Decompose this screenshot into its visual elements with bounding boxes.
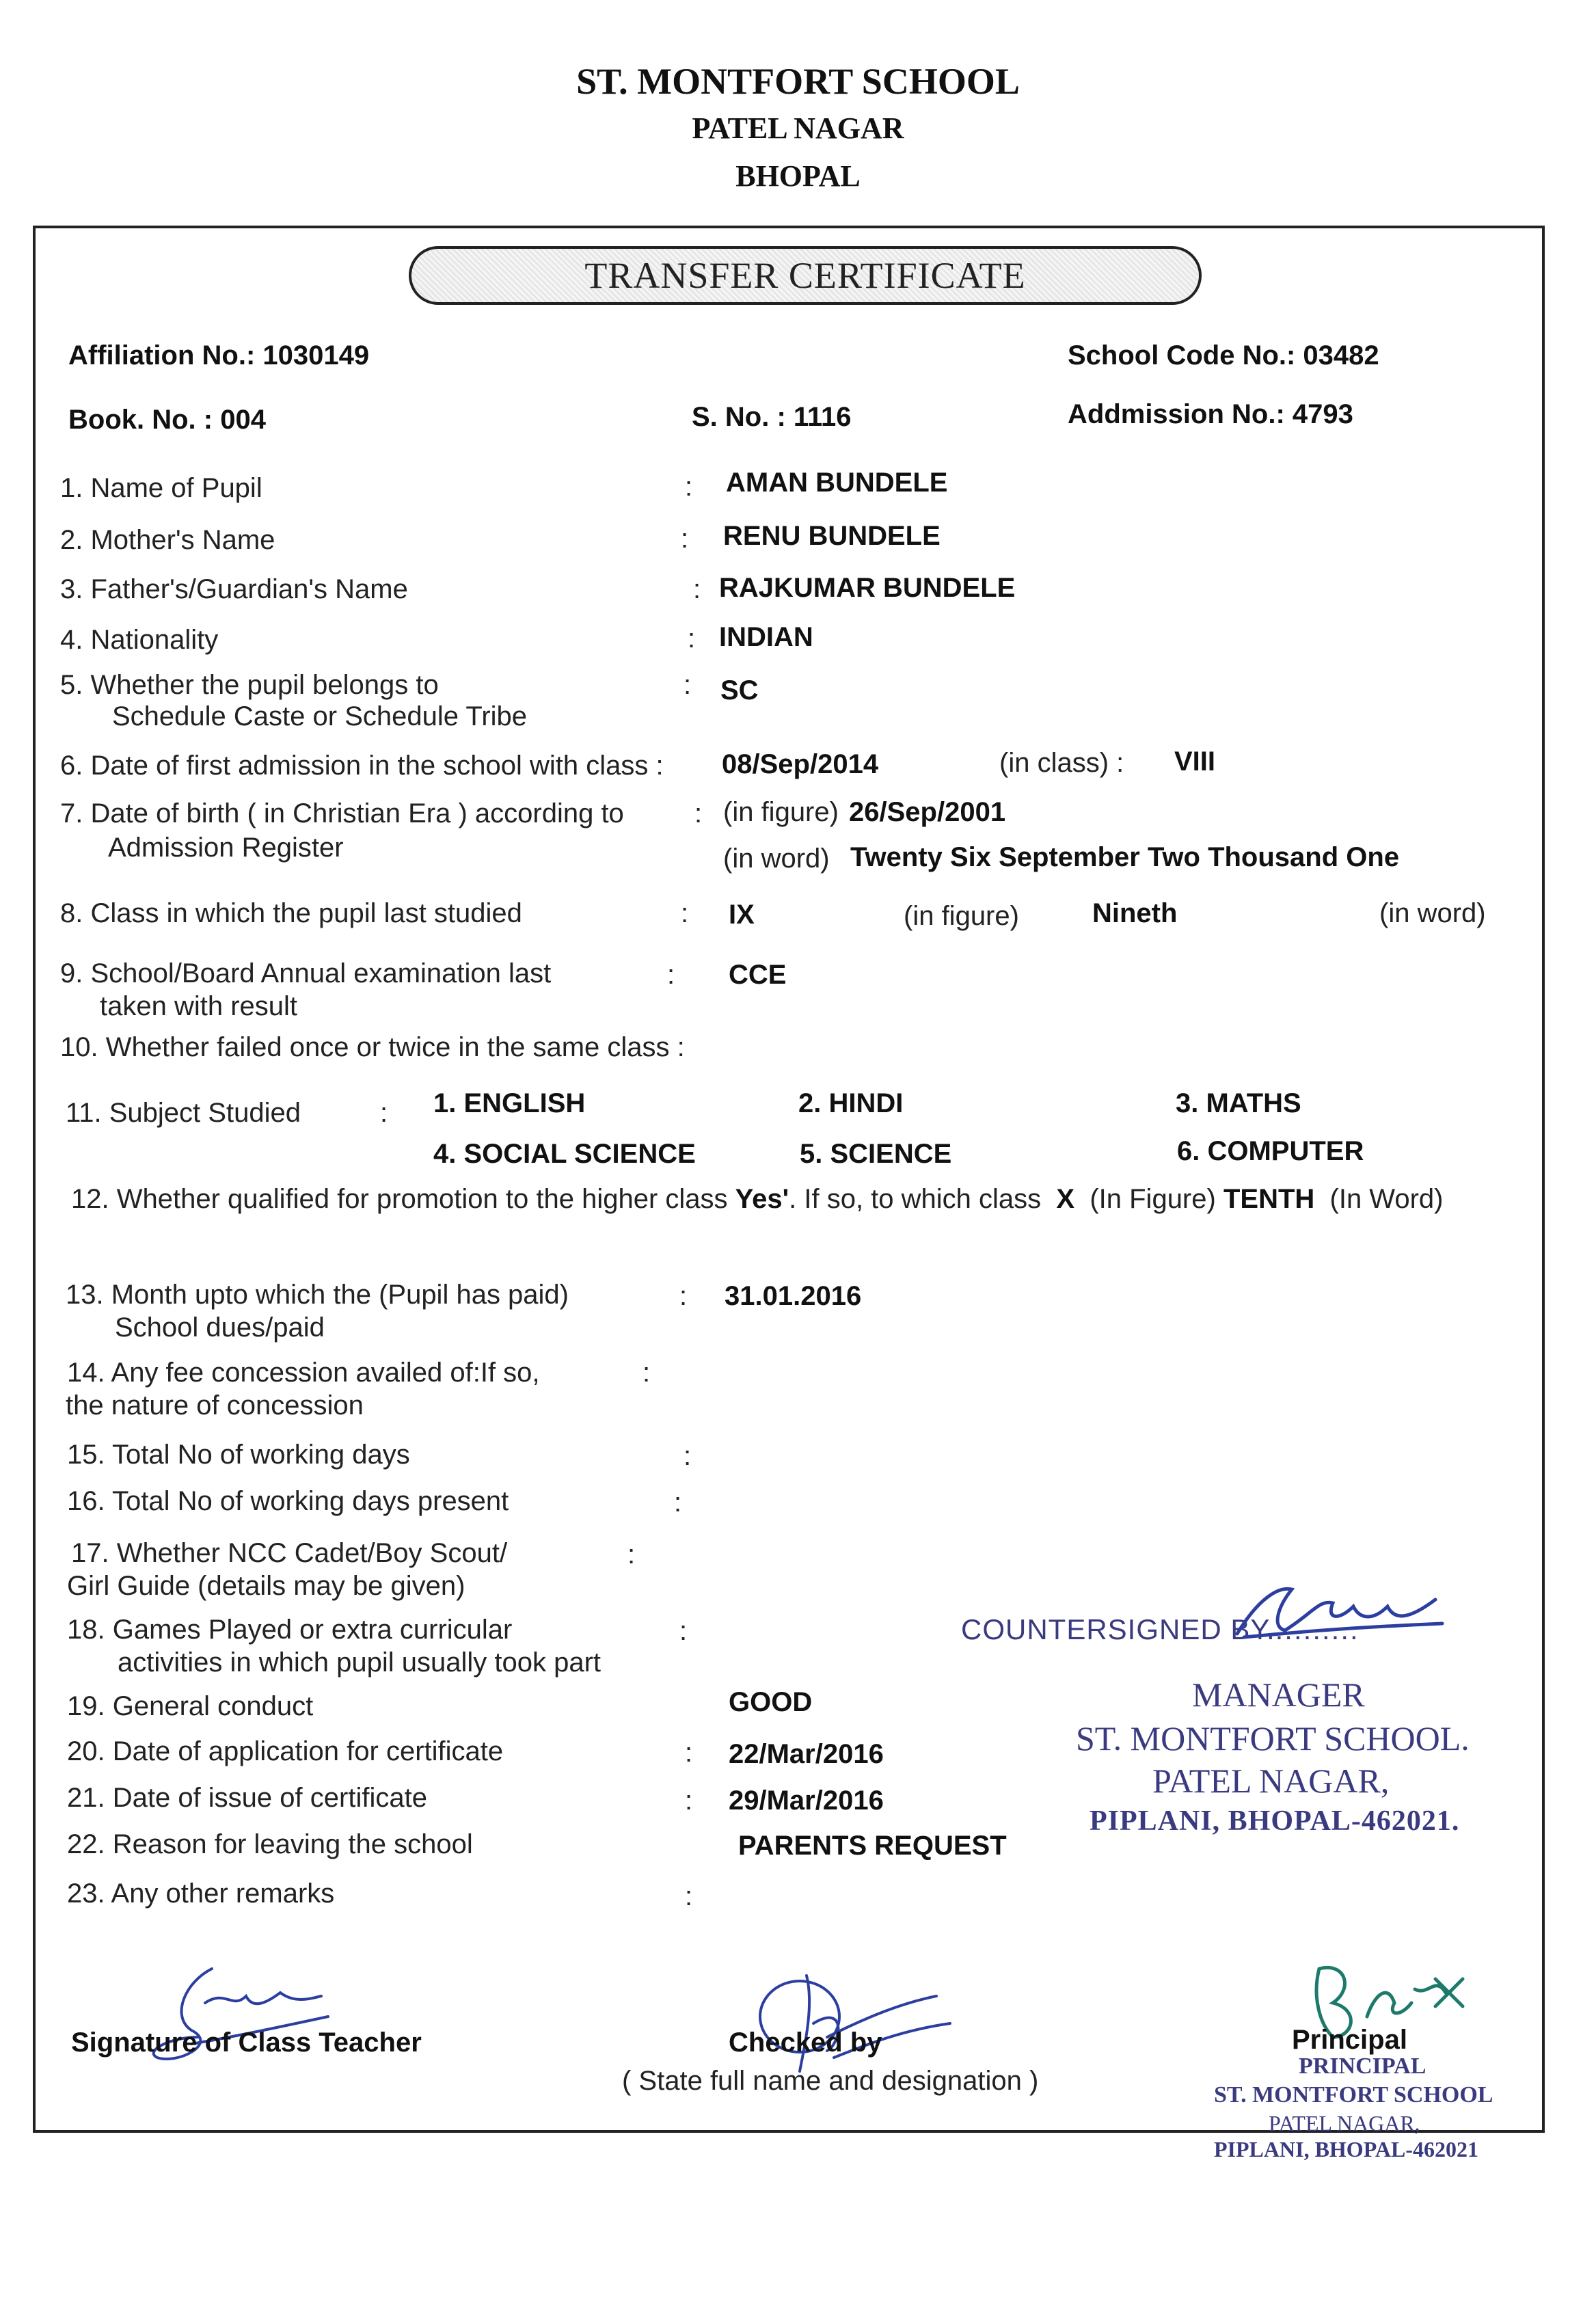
colon: :	[685, 1881, 693, 1911]
item-14-label-2: the nature of concession	[66, 1390, 364, 1420]
subject-2: 2. HINDI	[798, 1088, 904, 1118]
colon: :	[679, 1616, 688, 1646]
item-12-figure-label: (In Figure)	[1090, 1184, 1216, 1214]
item-17-label-2: Girl Guide (details may be given)	[67, 1571, 465, 1601]
item-12-mid: . If so, to which class	[789, 1184, 1042, 1214]
item-15-label: 15. Total No of working days	[67, 1440, 410, 1470]
item-7-figure-label: (in figure)	[723, 797, 839, 827]
item-20-value: 22/Mar/2016	[729, 1739, 884, 1769]
colon: :	[667, 960, 675, 990]
item-18-label: 18. Games Played or extra curricular	[67, 1615, 513, 1645]
item-13-label: 13. Month upto which the (Pupil has paid)	[66, 1280, 569, 1310]
item-5-value: SC	[720, 675, 759, 705]
colon: :	[681, 898, 689, 928]
subject-4: 4. SOCIAL SCIENCE	[433, 1139, 696, 1169]
colon: :	[685, 1738, 693, 1768]
item-3-value: RAJKUMAR BUNDELE	[719, 573, 1016, 603]
checked-by-note: ( State full name and designation )	[622, 2066, 1039, 2096]
item-21-label: 21. Date of issue of certificate	[67, 1783, 427, 1813]
manager-title: MANAGER	[1192, 1675, 1365, 1714]
colon: :	[685, 1786, 693, 1816]
book-number: Book. No. : 004	[68, 405, 266, 435]
colon: :	[684, 670, 692, 700]
item-8-word-value: Nineth	[1092, 898, 1178, 928]
item-9-value: CCE	[729, 960, 787, 990]
admission-number: Addmission No.: 4793	[1068, 399, 1353, 429]
subject-1: 1. ENGLISH	[433, 1088, 586, 1118]
item-7-word-label: (in word)	[723, 844, 830, 874]
colon: :	[627, 1539, 636, 1570]
class-teacher-signature	[130, 1962, 335, 2085]
item-12-yes: Yes'	[735, 1184, 789, 1214]
item-8-label: 8. Class in which the pupil last studied	[60, 898, 522, 928]
item-8-word-label: (in word)	[1379, 898, 1486, 928]
item-22-value: PARENTS REQUEST	[738, 1831, 1007, 1861]
school-name: ST. MONTFORT SCHOOL	[576, 61, 1020, 102]
school-code: School Code No.: 03482	[1068, 340, 1379, 371]
principal-label: Principal	[1292, 2025, 1407, 2055]
subject-6: 6. COMPUTER	[1177, 1136, 1364, 1166]
dotted-line: .........	[1275, 1613, 1360, 1645]
item-20-label: 20. Date of application for certificate	[67, 1736, 504, 1766]
item-12-class-figure: X	[1056, 1184, 1075, 1214]
item-7-label-2: Admission Register	[108, 833, 344, 863]
manager-school: ST. MONTFORT SCHOOL.	[1076, 1719, 1470, 1757]
item-13-label-2: School dues/paid	[115, 1312, 325, 1343]
manager-signature	[1230, 1572, 1449, 1647]
principal-stamp-title: PRINCIPAL	[1299, 2053, 1426, 2079]
item-6-label: 6. Date of first admission in the school with class :	[60, 751, 664, 781]
item-12-word-label: (In Word)	[1329, 1184, 1444, 1214]
subject-3: 3. MATHS	[1176, 1088, 1301, 1118]
item-6-class-value: VIII	[1174, 746, 1216, 777]
item-13-value: 31.01.2016	[725, 1281, 862, 1311]
colon: :	[380, 1098, 388, 1128]
item-6-class-label: (in class) :	[999, 748, 1124, 778]
checked-by-label: Checked by	[729, 2028, 882, 2058]
colon: :	[694, 798, 703, 829]
item-19-value: GOOD	[729, 1687, 813, 1717]
colon: :	[684, 1441, 692, 1471]
item-7-label: 7. Date of birth ( in Christian Era ) according to	[60, 798, 624, 829]
item-19-label: 19. General conduct	[67, 1691, 314, 1721]
item-12-class-word: TENTH	[1223, 1184, 1315, 1214]
school-area: PATEL NAGAR	[692, 111, 904, 145]
item-18-label-2: activities in which pupil usually took part	[118, 1647, 601, 1678]
manager-city: PIPLANI, BHOPAL-462021.	[1090, 1805, 1460, 1837]
colon: :	[643, 1358, 651, 1388]
item-12-label: 12. Whether qualified for promotion to the higher class	[71, 1184, 728, 1214]
item-5-label-2: Schedule Caste or Schedule Tribe	[112, 701, 528, 731]
item-4-label: 4. Nationality	[60, 625, 219, 655]
colon: :	[688, 623, 696, 654]
item-9-label: 9. School/Board Annual examination last	[60, 958, 552, 988]
certificate-title: TRANSFER CERTIFICATE	[409, 246, 1202, 305]
item-6-value: 08/Sep/2014	[722, 749, 879, 779]
colon: :	[685, 472, 693, 502]
item-7-word-value: Twenty Six September Two Thousand One	[850, 842, 1400, 872]
item-21-value: 29/Mar/2016	[729, 1786, 884, 1816]
item-8-value: IX	[729, 900, 755, 930]
item-2-label: 2. Mother's Name	[60, 525, 275, 555]
colon: :	[681, 524, 689, 554]
serial-number: S. No. : 1116	[692, 402, 852, 432]
colon: :	[693, 574, 701, 604]
principal-stamp-city: PIPLANI, BHOPAL-462021	[1214, 2137, 1478, 2161]
item-5-label: 5. Whether the pupil belongs to	[60, 670, 439, 700]
item-11-label: 11. Subject Studied	[66, 1098, 301, 1128]
item-7-figure-value: 26/Sep/2001	[849, 797, 1006, 827]
item-1-value: AMAN BUNDELE	[726, 468, 948, 498]
item-22-label: 22. Reason for leaving the school	[67, 1829, 473, 1859]
item-12-row	[71, 1184, 1443, 1215]
item-4-value: INDIAN	[719, 622, 813, 652]
principal-stamp-school: ST. MONTFORT SCHOOL	[1214, 2082, 1493, 2107]
affiliation-number: Affiliation No.: 1030149	[68, 340, 370, 371]
countersigned-text: COUNTERSIGNED BY.	[961, 1613, 1275, 1645]
manager-area: PATEL NAGAR,	[1152, 1762, 1390, 1800]
school-city: BHOPAL	[735, 159, 861, 193]
item-17-label: 17. Whether NCC Cadet/Boy Scout/	[71, 1538, 508, 1568]
item-8-figure-label: (in figure)	[904, 901, 1019, 931]
item-1-label: 1. Name of Pupil	[60, 473, 262, 503]
colon: :	[679, 1281, 688, 1311]
item-2-value: RENU BUNDELE	[723, 521, 941, 551]
item-14-label: 14. Any fee concession availed of:If so,	[67, 1358, 540, 1388]
item-9-label-2: taken with result	[100, 991, 298, 1021]
item-3-label: 3. Father's/Guardian's Name	[60, 574, 408, 604]
subject-5: 5. SCIENCE	[800, 1139, 952, 1169]
item-23-label: 23. Any other remarks	[67, 1878, 335, 1909]
colon: :	[674, 1487, 682, 1518]
class-teacher-label: Signature of Class Teacher	[71, 2028, 422, 2058]
item-10-label: 10. Whether failed once or twice in the same class :	[60, 1032, 685, 1062]
item-16-label: 16. Total No of working days present	[67, 1486, 509, 1516]
principal-stamp-area: PATEL NAGAR,	[1269, 2111, 1420, 2136]
